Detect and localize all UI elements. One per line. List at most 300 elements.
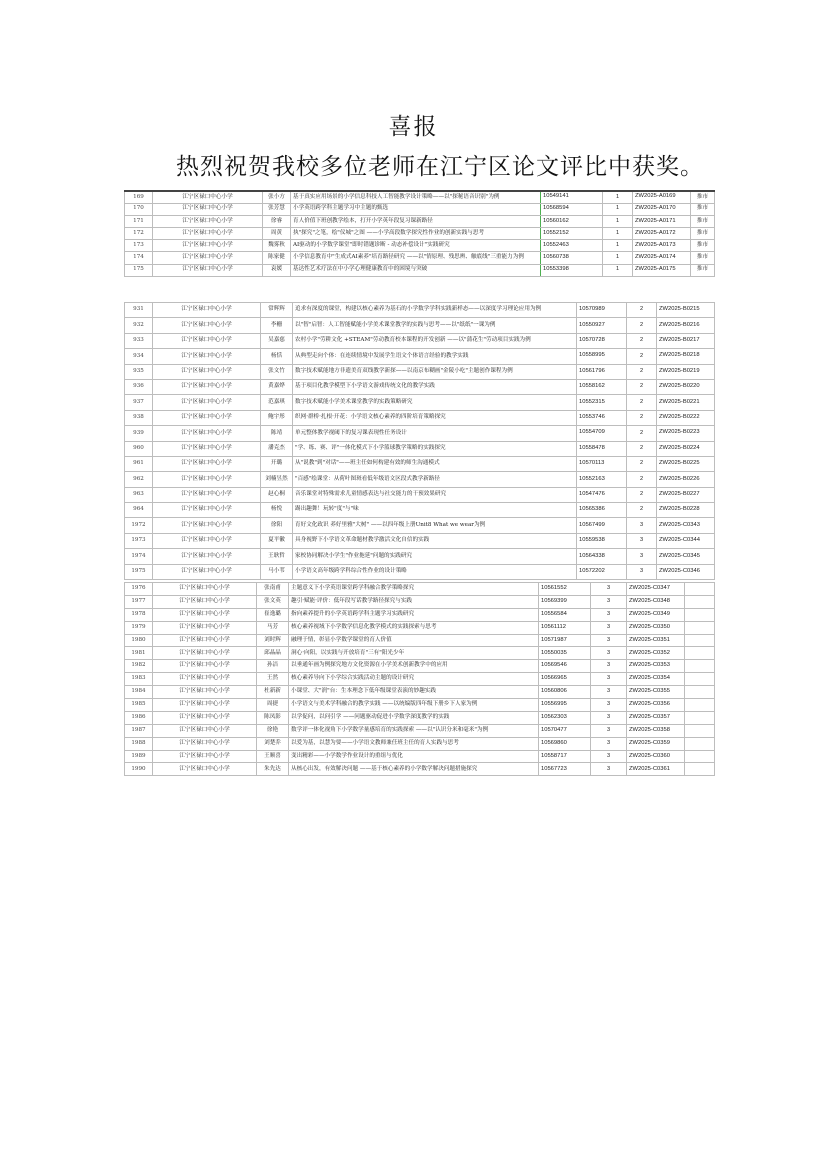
- cell-name: 徐阳: [261, 518, 293, 533]
- cell-code: ZW2025-C0348: [627, 595, 685, 608]
- table-row: [125, 318, 715, 333]
- cell-name: 潘克杰: [261, 441, 293, 456]
- cell-code: ZW2025-B0222: [657, 410, 715, 425]
- cell-no: 10556584: [539, 608, 591, 621]
- cell-prize: 2: [627, 410, 657, 425]
- cell-school: 江宁区禄口中心小学: [153, 583, 257, 596]
- cell-school: 江宁区禄口中心小学: [153, 333, 261, 348]
- cell-code: ZW2025-C0349: [627, 608, 685, 621]
- cell-name: 徐睿: [263, 215, 291, 227]
- cell-prize: 3: [591, 608, 627, 621]
- cell-prize: 2: [627, 426, 657, 441]
- cell-no: 10561112: [539, 621, 591, 634]
- cell-title: 从核心出发，有效解决问题 ——基于核心素养的小学数学解决问题措施探究: [289, 763, 539, 776]
- cell-seq: 1988: [125, 737, 153, 750]
- table-row: [125, 750, 715, 763]
- cell-name: 鲍宇彤: [261, 410, 293, 425]
- cell-name: 张南甫: [257, 583, 289, 596]
- table-row: [125, 647, 715, 660]
- cell-empty: [685, 583, 715, 596]
- cell-code: ZW2025-B0228: [657, 503, 715, 518]
- cell-title: 变出精彩——小学数学作业设计的重组与优化: [289, 750, 539, 763]
- cell-no: 10569546: [539, 660, 591, 673]
- cell-title: 融理于情，彰显小学数学课堂的育人价值: [289, 634, 539, 647]
- cell-no: 10564338: [577, 549, 627, 564]
- cell-code: ZW2025-C0352: [627, 647, 685, 660]
- cell-school: 江宁区禄口中心小学: [153, 518, 261, 533]
- cell-code: ZW2025-B0226: [657, 472, 715, 487]
- table-row: [125, 673, 715, 686]
- cell-code: ZW2025-A0170: [633, 203, 691, 215]
- cell-prize: 3: [591, 724, 627, 737]
- cell-code: ZW2025-C0360: [627, 750, 685, 763]
- cell-prize: 2: [627, 395, 657, 410]
- cell-no: 10552152: [541, 228, 603, 240]
- cell-title: 以垂通年画为例探究地方文化资源在小学美术创新教学中的应用: [289, 660, 539, 673]
- table-row: [125, 763, 715, 776]
- cell-name: 邱晶晶: [257, 647, 289, 660]
- cell-prize: 3: [591, 711, 627, 724]
- cell-school: 江宁区禄口中心小学: [153, 264, 263, 276]
- cell-title: 音乐课堂对特殊需求儿童情感表达与社交能力的干预效果研究: [293, 487, 577, 502]
- cell-school: 江宁区禄口中心小学: [153, 621, 257, 634]
- cell-prize: 3: [627, 564, 657, 579]
- cell-prize: 3: [627, 549, 657, 564]
- table-row: [125, 699, 715, 712]
- cell-no: 10570113: [577, 456, 627, 471]
- cell-prize: 3: [627, 533, 657, 548]
- cell-no: 10553398: [541, 264, 603, 276]
- cell-name: 吴嘉慈: [261, 333, 293, 348]
- cell-no: 10559538: [577, 533, 627, 548]
- table-row: [125, 228, 715, 240]
- table-row: [125, 737, 715, 750]
- cell-seq: 1976: [125, 583, 153, 596]
- cell-seq: 961: [125, 456, 153, 471]
- cell-code: ZW2025-C0347: [627, 583, 685, 596]
- cell-seq: 1980: [125, 634, 153, 647]
- cell-title: 织网·群桥·扎根·开花：小学语文核心素养的四阶培育策略探究: [293, 410, 577, 425]
- cell-name: 崔逸璐: [257, 608, 289, 621]
- cell-seq: 964: [125, 503, 153, 518]
- cell-title: 以爱为基，以慧为要——小学语文教师兼任班主任的育人实践与思考: [289, 737, 539, 750]
- table-row: [125, 441, 715, 456]
- cell-no: 10558717: [539, 750, 591, 763]
- cell-code: ZW2025-C0353: [627, 660, 685, 673]
- table-row: [125, 660, 715, 673]
- cell-seq: 936: [125, 379, 153, 394]
- cell-name: 马芳: [257, 621, 289, 634]
- page-subtitle: 热烈祝贺我校多位老师在江宁区论文评比中获奖。: [176, 154, 704, 180]
- cell-school: 江宁区禄口中心小学: [153, 763, 257, 776]
- cell-name: 张文竹: [261, 364, 293, 379]
- cell-name: 刘楚乔: [257, 737, 289, 750]
- cell-code: ZW2025-B0224: [657, 441, 715, 456]
- cell-seq: 1987: [125, 724, 153, 737]
- cell-empty: [685, 621, 715, 634]
- cell-school: 江宁区禄口中心小学: [153, 426, 261, 441]
- cell-name: 李栅: [261, 318, 293, 333]
- cell-no: 10569860: [539, 737, 591, 750]
- cell-school: 江宁区禄口中心小学: [153, 349, 261, 364]
- cell-no: 10571987: [539, 634, 591, 647]
- cell-code: ZW2025-C0344: [657, 533, 715, 548]
- cell-title: 小学语文与美术学科融合的教学实践 ——以统编版四年级下册乡下人家为例: [289, 699, 539, 712]
- cell-school: 江宁区禄口中心小学: [153, 503, 261, 518]
- cell-seq: 938: [125, 410, 153, 425]
- cell-empty: [685, 686, 715, 699]
- cell-no: 10550035: [539, 647, 591, 660]
- cell-title: 核心素养导向下小学综合实践活动主题的设计研究: [289, 673, 539, 686]
- cell-title: 追求有深度的课堂，构建以核心素养为基石的小学数学学科实践新样态——以深度学习理论应用为例: [293, 303, 577, 318]
- cell-title: 农村小学"劳耕文化 +STEAM"劳动教育校本课程的开发创新 ——以"蒲花生"劳动项目实践为例: [293, 333, 577, 348]
- cell-code: ZW2025-C0361: [627, 763, 685, 776]
- cell-code: ZW2025-B0227: [657, 487, 715, 502]
- table-row: [125, 724, 715, 737]
- cell-prize: 3: [591, 686, 627, 699]
- cell-prize: 2: [627, 303, 657, 318]
- table-row: [125, 621, 715, 634]
- cell-no: 10558478: [577, 441, 627, 456]
- cell-no: 10560162: [541, 215, 603, 227]
- cell-empty: [685, 608, 715, 621]
- cell-name: 孙洁: [257, 660, 289, 673]
- cell-prize: 3: [591, 699, 627, 712]
- cell-name: 杜新新: [257, 686, 289, 699]
- cell-name: 刘时辉: [257, 634, 289, 647]
- cell-no: 10561796: [577, 364, 627, 379]
- cell-title: 基达性艺术疗法在中小学心理健康教育中的困境与突破: [291, 264, 541, 276]
- cell-seq: 172: [125, 228, 153, 240]
- cell-school: 江宁区禄口中心小学: [153, 228, 263, 240]
- cell-seq: 960: [125, 441, 153, 456]
- cell-seq: 170: [125, 203, 153, 215]
- cell-title: 踢出趣舞！玩转"度"与"味: [293, 503, 577, 518]
- cell-name: 徐艳: [257, 724, 289, 737]
- table-row: [125, 426, 715, 441]
- table-row: [125, 410, 715, 425]
- cell-prize: 2: [627, 364, 657, 379]
- cell-extra: 推市: [691, 191, 715, 203]
- cell-code: ZW2025-C0345: [657, 549, 715, 564]
- cell-title: 育人价值下班创教学绘本，打开小学英年段复习课新路径: [291, 215, 541, 227]
- cell-school: 江宁区禄口中心小学: [153, 533, 261, 548]
- table-row: [125, 533, 715, 548]
- cell-code: ZW2025-C0350: [627, 621, 685, 634]
- cell-extra: 推市: [691, 203, 715, 215]
- cell-school: 江宁区禄口中心小学: [153, 318, 261, 333]
- cell-prize: 2: [627, 503, 657, 518]
- cell-prize: 1: [603, 264, 633, 276]
- cell-prize: 3: [591, 647, 627, 660]
- cell-code: ZW2025-C0343: [657, 518, 715, 533]
- cell-name: 张文英: [257, 595, 289, 608]
- cell-empty: [685, 595, 715, 608]
- cell-school: 江宁区禄口中心小学: [153, 711, 257, 724]
- cell-empty: [685, 634, 715, 647]
- cell-no: 10560738: [541, 252, 603, 264]
- cell-school: 江宁区禄口中心小学: [153, 595, 257, 608]
- cell-name: 陈靖: [261, 426, 293, 441]
- cell-seq: 934: [125, 349, 153, 364]
- cell-name: 王耿哲: [261, 549, 293, 564]
- cell-seq: 1984: [125, 686, 153, 699]
- cell-name: 袁媛: [263, 264, 291, 276]
- table-row: [125, 203, 715, 215]
- cell-empty: [685, 750, 715, 763]
- cell-empty: [685, 660, 715, 673]
- cell-prize: 2: [627, 333, 657, 348]
- cell-extra: 推市: [691, 240, 715, 252]
- cell-title: AI驱动的小学数学课堂"即时错题诊断 - 动态补偿设计"实践研究: [291, 240, 541, 252]
- cell-prize: 2: [627, 379, 657, 394]
- cell-no: 10561552: [539, 583, 591, 596]
- cell-name: 常辉辉: [261, 303, 293, 318]
- cell-seq: 931: [125, 303, 153, 318]
- cell-code: ZW2025-B0218: [657, 349, 715, 364]
- cell-title: 育好文化政识 养好里雅"大树" ——以四年级上册Unit8 What we wear为例: [293, 518, 577, 533]
- cell-title: "学、练、赛、评"一体化模式下小学篮球教学策略的实践探究: [293, 441, 577, 456]
- cell-title: 基于真实应用场景的小学信息科技人工智能教学设计策略——以"探秘语音识别"为例: [291, 191, 541, 203]
- table-row: [125, 379, 715, 394]
- cell-name: 魏雾秋: [263, 240, 291, 252]
- cell-code: ZW2025-C0351: [627, 634, 685, 647]
- cell-prize: 3: [591, 750, 627, 763]
- cell-title: 单元整体教学视阈下的复习课表现性任务设计: [293, 426, 577, 441]
- cell-seq: 1981: [125, 647, 153, 660]
- cell-empty: [685, 647, 715, 660]
- cell-no: 10558995: [577, 349, 627, 364]
- cell-seq: 1973: [125, 533, 153, 548]
- cell-seq: 939: [125, 426, 153, 441]
- cell-seq: 935: [125, 364, 153, 379]
- table-row: [125, 215, 715, 227]
- cell-seq: 1979: [125, 621, 153, 634]
- cell-seq: 1989: [125, 750, 153, 763]
- cell-no: 10569399: [539, 595, 591, 608]
- table-row: [125, 595, 715, 608]
- cell-seq: 173: [125, 240, 153, 252]
- cell-code: ZW2025-C0346: [657, 564, 715, 579]
- cell-title: 具身视野下小学语文革命题材教学激活文化自信的实践: [293, 533, 577, 548]
- cell-title: 指向素养提升的小学英语跨学科主题学习实践研究: [289, 608, 539, 621]
- cell-name: 赵心桐: [261, 487, 293, 502]
- cell-title: 小学信息教育中"生成式AI素养"培育路径研究 ——以"情原理、残思辨、触底线"三重能力为例: [291, 252, 541, 264]
- cell-name: 王顺喜: [257, 750, 289, 763]
- cell-seq: 937: [125, 395, 153, 410]
- cell-name: 周捷: [257, 699, 289, 712]
- table-row: [125, 264, 715, 276]
- cell-no: 10552315: [577, 395, 627, 410]
- cell-no: 10567499: [577, 518, 627, 533]
- cell-no: 10568594: [541, 203, 603, 215]
- cell-code: ZW2025-A0172: [633, 228, 691, 240]
- table-body-b: [125, 303, 715, 580]
- cell-no: 10565386: [577, 503, 627, 518]
- cell-name: 陈凤影: [257, 711, 289, 724]
- cell-no: 10558162: [577, 379, 627, 394]
- cell-no: 10550927: [577, 318, 627, 333]
- cell-title: 数字技术赋能地方非遗美育双线教学新探——以南京布糊画"金陵小吃"主题创作课程为例: [293, 364, 577, 379]
- cell-title: 家校协同解决小学生"作业拖延"问题的实践研究: [293, 549, 577, 564]
- cell-title: 以"智"启智：人工智能赋能小学美术课堂教学的实践与思考——以"纸纸"一课为例: [293, 318, 577, 333]
- cell-code: ZW2025-A0174: [633, 252, 691, 264]
- cell-code: ZW2025-B0220: [657, 379, 715, 394]
- cell-school: 江宁区禄口中心小学: [153, 673, 257, 686]
- cell-school: 江宁区禄口中心小学: [153, 634, 257, 647]
- cell-seq: 1985: [125, 699, 153, 712]
- cell-empty: [685, 699, 715, 712]
- cell-code: ZW2025-B0223: [657, 426, 715, 441]
- table-row: [125, 608, 715, 621]
- cell-seq: 1972: [125, 518, 153, 533]
- cell-name: 陈家健: [263, 252, 291, 264]
- cell-seq: 933: [125, 333, 153, 348]
- cell-title: 核心素养视域下小学数学信息化教学模式的实践探索与思考: [289, 621, 539, 634]
- cell-title: 数学评一体化视角下小学数学量感培育的实践探索 ——以"认识分米和毫米"为例: [289, 724, 539, 737]
- cell-prize: 3: [591, 595, 627, 608]
- cell-title: 从典型走向个体：在连续情境中发展学生语文个体语言经验的教学实践: [293, 349, 577, 364]
- cell-no: 10554709: [577, 426, 627, 441]
- cell-school: 江宁区禄口中心小学: [153, 472, 261, 487]
- table-row: [125, 583, 715, 596]
- cell-extra: 推市: [691, 252, 715, 264]
- cell-empty: [685, 711, 715, 724]
- table-row: [125, 686, 715, 699]
- table-row: [125, 456, 715, 471]
- cell-school: 江宁区禄口中心小学: [153, 608, 257, 621]
- cell-seq: 169: [125, 191, 153, 203]
- cell-name: 杨悦: [261, 503, 293, 518]
- table-row: [125, 549, 715, 564]
- cell-empty: [685, 724, 715, 737]
- cell-seq: 1974: [125, 549, 153, 564]
- cell-school: 江宁区禄口中心小学: [153, 252, 263, 264]
- cell-school: 江宁区禄口中心小学: [153, 364, 261, 379]
- cell-prize: 1: [603, 240, 633, 252]
- cell-code: ZW2025-C0355: [627, 686, 685, 699]
- cell-code: ZW2025-B0215: [657, 303, 715, 318]
- cell-seq: 963: [125, 487, 153, 502]
- table-row: [125, 349, 715, 364]
- cell-seq: 1978: [125, 608, 153, 621]
- cell-seq: 1975: [125, 564, 153, 579]
- cell-title: 小学英语跨学科主题学习中主题的甄选: [291, 203, 541, 215]
- cell-prize: 2: [627, 318, 657, 333]
- cell-no: 10570477: [539, 724, 591, 737]
- cell-school: 江宁区禄口中心小学: [153, 191, 263, 203]
- cell-seq: 932: [125, 318, 153, 333]
- cell-prize: 2: [627, 441, 657, 456]
- cell-seq: 174: [125, 252, 153, 264]
- cell-prize: 1: [603, 191, 633, 203]
- cell-name: 周黄: [263, 228, 291, 240]
- cell-school: 江宁区禄口中心小学: [153, 737, 257, 750]
- cell-name: 马小苇: [261, 564, 293, 579]
- cell-no: 10552163: [577, 472, 627, 487]
- cell-school: 江宁区禄口中心小学: [153, 456, 261, 471]
- cell-code: ZW2025-B0221: [657, 395, 715, 410]
- award-table-third-prize: [124, 582, 715, 776]
- cell-no: 10553746: [577, 410, 627, 425]
- table-row: [125, 191, 715, 203]
- cell-extra: 推市: [691, 264, 715, 276]
- cell-name: 王然: [257, 673, 289, 686]
- cell-prize: 3: [591, 763, 627, 776]
- cell-prize: 3: [591, 583, 627, 596]
- cell-school: 江宁区禄口中心小学: [153, 441, 261, 456]
- table-row: [125, 395, 715, 410]
- cell-code: ZW2025-C0357: [627, 711, 685, 724]
- cell-no: 10552463: [541, 240, 603, 252]
- cell-code: ZW2025-B0216: [657, 318, 715, 333]
- cell-code: ZW2025-B0225: [657, 456, 715, 471]
- cell-name: 杨恬: [261, 349, 293, 364]
- cell-no: 10562303: [539, 711, 591, 724]
- cell-school: 江宁区禄口中心小学: [153, 724, 257, 737]
- cell-prize: 1: [603, 203, 633, 215]
- cell-prize: 3: [591, 660, 627, 673]
- cell-title: 小课堂、大"润"台：生本理念下低年级课堂表演的妙趣实践: [289, 686, 539, 699]
- cell-prize: 3: [591, 621, 627, 634]
- cell-school: 江宁区禄口中心小学: [153, 660, 257, 673]
- cell-empty: [685, 763, 715, 776]
- cell-title: 以学促问，以问引学 ——问题驱动促进小学数学深度教学的实践: [289, 711, 539, 724]
- table-row: [125, 487, 715, 502]
- table-row: [125, 333, 715, 348]
- cell-prize: 1: [603, 228, 633, 240]
- table-row: [125, 252, 715, 264]
- cell-name: 夏平徽: [261, 533, 293, 548]
- cell-seq: 1982: [125, 660, 153, 673]
- cell-empty: [685, 737, 715, 750]
- table-body-a: [125, 191, 715, 276]
- cell-school: 江宁区禄口中心小学: [153, 686, 257, 699]
- cell-seq: 1977: [125, 595, 153, 608]
- cell-no: 10570728: [577, 333, 627, 348]
- cell-title: 数字技术赋能小学美术课堂教学的实践策略研究: [293, 395, 577, 410]
- cell-code: ZW2025-C0354: [627, 673, 685, 686]
- table-row: [125, 634, 715, 647]
- cell-seq: 1990: [125, 763, 153, 776]
- table-row: [125, 711, 715, 724]
- cell-title: 洞心·向阳，以实践与开放培育"三有"阳光少年: [289, 647, 539, 660]
- cell-name: 张小方: [263, 191, 291, 203]
- cell-prize: 1: [603, 252, 633, 264]
- cell-school: 江宁区禄口中心小学: [153, 203, 263, 215]
- cell-code: ZW2025-C0359: [627, 737, 685, 750]
- cell-school: 江宁区禄口中心小学: [153, 240, 263, 252]
- cell-code: ZW2025-A0173: [633, 240, 691, 252]
- table-row: [125, 472, 715, 487]
- cell-school: 江宁区禄口中心小学: [153, 215, 263, 227]
- cell-prize: 3: [591, 737, 627, 750]
- cell-code: ZW2025-A0171: [633, 215, 691, 227]
- cell-school: 江宁区禄口中心小学: [153, 750, 257, 763]
- cell-title: 小学语文高年级跨学科综合性作业的设计策略: [293, 564, 577, 579]
- cell-seq: 175: [125, 264, 153, 276]
- table-row: [125, 303, 715, 318]
- cell-prize: 3: [591, 673, 627, 686]
- award-table-first-prize: [124, 190, 715, 277]
- cell-seq: 1986: [125, 711, 153, 724]
- cell-name: 黄嘉烨: [261, 379, 293, 394]
- cell-extra: 推市: [691, 228, 715, 240]
- cell-school: 江宁区禄口中心小学: [153, 549, 261, 564]
- cell-empty: [685, 673, 715, 686]
- cell-seq: 171: [125, 215, 153, 227]
- cell-extra: 推市: [691, 215, 715, 227]
